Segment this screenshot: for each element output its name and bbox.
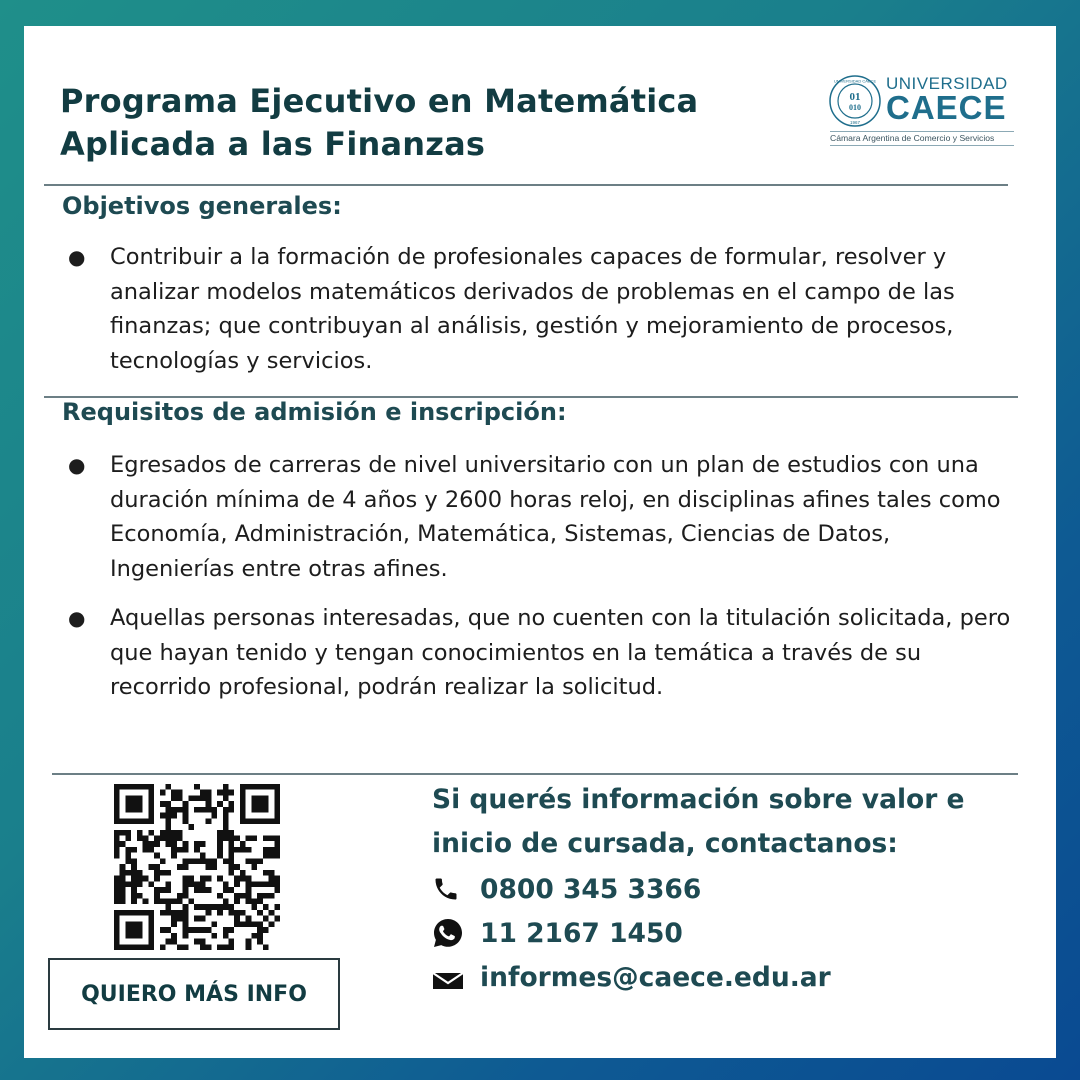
svg-text:UNIVERSIDAD CAECE: UNIVERSIDAD CAECE xyxy=(833,78,877,84)
requirements-list-item-1 xyxy=(68,448,1018,586)
bullet-icon: ● xyxy=(68,606,86,630)
contact-heading-line-2: inicio de cursada, contactanos: xyxy=(432,828,898,859)
contact-phone[interactable] xyxy=(432,869,701,909)
logo-tagline: Cámara Argentina de Comercio y Servicios xyxy=(830,133,995,143)
svg-text:1967: 1967 xyxy=(849,120,861,125)
title-line-1: Programa Ejecutivo en Matemática xyxy=(60,82,699,120)
university-seal-icon xyxy=(828,74,882,128)
page-title xyxy=(60,80,800,166)
email-address: informes@caece.edu.ar xyxy=(480,961,831,993)
bullet-icon: ● xyxy=(68,245,86,269)
objectives-list-item xyxy=(68,240,1018,378)
svg-text:010: 010 xyxy=(849,103,861,112)
logo-university-label: UNIVERSIDAD xyxy=(886,74,1008,93)
divider-top xyxy=(44,184,1008,186)
svg-text:01: 01 xyxy=(849,91,861,103)
logo-divider xyxy=(830,131,1014,132)
qr-code[interactable] xyxy=(114,784,280,950)
logo-divider-bottom xyxy=(830,145,1014,146)
requirements-list-item-2 xyxy=(68,601,1018,705)
content-card xyxy=(24,26,1056,1058)
more-info-button[interactable]: QUIERO MÁS INFO xyxy=(48,958,340,1030)
phone-icon xyxy=(432,873,472,905)
contact-heading xyxy=(432,778,1032,866)
requirements-item-text: Egresados de carreras de nivel universitario con un plan de estudios con una duración mínima de 4 años y 2600 horas reloj, en disciplinas afines tales como Economía, Administración, Matemática, Sistemas, Ciencias de Datos, Ingenierías entre otras afines. xyxy=(110,452,1001,582)
bullet-icon: ● xyxy=(68,453,86,477)
logo-caece-wordmark: CAECE xyxy=(886,89,1007,126)
contact-heading-line-1: Si querés información sobre valor e xyxy=(432,784,965,815)
whatsapp-icon xyxy=(432,917,472,949)
contact-email[interactable] xyxy=(432,957,831,997)
caece-logo xyxy=(828,70,1020,146)
objectives-heading: Objetivos generales: xyxy=(62,192,342,220)
whatsapp-number: 11 2167 1450 xyxy=(480,917,683,949)
contact-whatsapp[interactable] xyxy=(432,913,683,953)
objectives-item-text: Contribuir a la formación de profesionales capaces de formular, resolver y analizar modelos matemáticos derivados de problemas en el campo de las finanzas; que contribuyan al análisis, gestión y mejoramiento de procesos, tecnologías y servicios. xyxy=(110,244,955,374)
requirements-heading: Requisitos de admisión e inscripción: xyxy=(62,398,567,426)
divider-bottom xyxy=(52,773,1018,775)
mail-icon xyxy=(432,961,472,993)
phone-number: 0800 345 3366 xyxy=(480,873,702,905)
title-line-2: Aplicada a las Finanzas xyxy=(60,125,486,163)
requirements-item-text: Aquellas personas interesadas, que no cuenten con la titulación solicitada, pero que hayan tenido y tengan conocimientos en la temática a través de su recorrido profesional, podrán realizar la solicitud. xyxy=(110,605,1011,700)
